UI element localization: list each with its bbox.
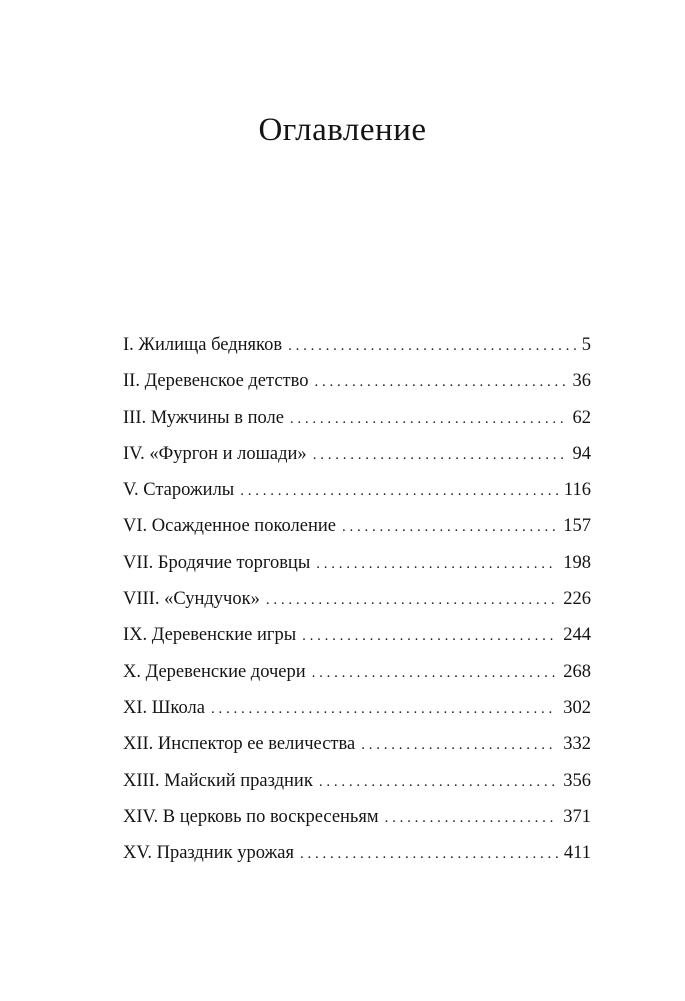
toc-entry-title: XIV. В церковь по воскресеньям bbox=[123, 806, 379, 827]
toc-leader-dots bbox=[342, 509, 557, 545]
toc-entry[interactable] bbox=[123, 799, 591, 835]
toc-entry-title: XI. Школа bbox=[123, 697, 205, 718]
toc-leader-dots bbox=[240, 473, 558, 509]
toc-leader-dots bbox=[316, 546, 557, 582]
page-title: Оглавление bbox=[258, 112, 427, 148]
toc-leader-dots bbox=[361, 727, 557, 763]
toc-entry-title: III. Мужчины в поле bbox=[123, 407, 284, 428]
toc-entry-title: XV. Праздник урожая bbox=[123, 843, 294, 864]
toc-entry-page: 198 bbox=[563, 552, 591, 573]
table-of-contents bbox=[123, 327, 591, 871]
toc-entry[interactable] bbox=[123, 654, 591, 690]
toc-entry-title: X. Деревенские дочери bbox=[123, 661, 306, 682]
toc-entry-page: 302 bbox=[563, 697, 591, 718]
toc-entry[interactable] bbox=[123, 400, 591, 436]
toc-entry-title: VII. Бродячие торговцы bbox=[123, 552, 311, 573]
toc-entry-title: II. Деревенское детство bbox=[123, 371, 309, 392]
toc-leader-dots bbox=[211, 691, 557, 727]
toc-leader-dots bbox=[302, 618, 557, 654]
toc-entry-title: I. Жилища бедняков bbox=[123, 335, 283, 355]
toc-entry-title: IV. «Фургон и лошади» bbox=[123, 443, 307, 464]
toc-entry[interactable] bbox=[123, 763, 591, 799]
toc-entry-title: VI. Осажденное поколение bbox=[123, 516, 336, 537]
toc-entry[interactable] bbox=[123, 581, 591, 617]
toc-entry[interactable] bbox=[123, 617, 591, 653]
toc-entry-title: IX. Деревенские игры bbox=[123, 625, 297, 646]
toc-entry-title: VIII. «Сундучок» bbox=[123, 589, 260, 610]
toc-entry[interactable] bbox=[123, 545, 591, 581]
toc-leader-dots bbox=[300, 836, 558, 872]
toc-entry-title: XIII. Майский праздник bbox=[123, 770, 313, 791]
toc-entry-page: 411 bbox=[563, 843, 591, 864]
toc-leader-dots bbox=[288, 328, 576, 364]
toc-entry-page: 94 bbox=[572, 443, 591, 464]
toc-entry[interactable] bbox=[123, 472, 591, 508]
toc-entry-title: V. Старожилы bbox=[123, 480, 235, 501]
toc-entry[interactable] bbox=[123, 835, 591, 871]
toc-leader-dots bbox=[312, 655, 558, 691]
toc-entry[interactable] bbox=[123, 726, 591, 762]
toc-entry[interactable] bbox=[123, 327, 591, 363]
toc-entry-page: 226 bbox=[563, 589, 591, 610]
toc-entry[interactable] bbox=[123, 508, 591, 544]
toc-entry-page: 157 bbox=[563, 516, 591, 537]
toc-entry-page: 36 bbox=[572, 371, 591, 392]
toc-leader-dots bbox=[315, 364, 567, 400]
toc-entry-title: XII. Инспектор ее величества bbox=[123, 734, 356, 755]
toc-entry[interactable] bbox=[123, 690, 591, 726]
toc-entry-page: 371 bbox=[563, 806, 591, 827]
toc-leader-dots bbox=[313, 437, 567, 473]
toc-leader-dots bbox=[290, 401, 567, 437]
toc-entry-page: 5 bbox=[581, 335, 591, 355]
toc-leader-dots bbox=[385, 800, 558, 836]
toc-entry-page: 116 bbox=[563, 480, 591, 501]
toc-leader-dots bbox=[319, 764, 557, 800]
toc-entry-page: 268 bbox=[563, 661, 591, 682]
toc-entry-page: 244 bbox=[563, 625, 591, 646]
toc-leader-dots bbox=[266, 582, 557, 618]
toc-entry-page: 332 bbox=[563, 734, 591, 755]
toc-entry[interactable] bbox=[123, 363, 591, 399]
toc-entry[interactable] bbox=[123, 436, 591, 472]
toc-entry-page: 62 bbox=[572, 407, 591, 428]
toc-entry-page: 356 bbox=[563, 770, 591, 791]
